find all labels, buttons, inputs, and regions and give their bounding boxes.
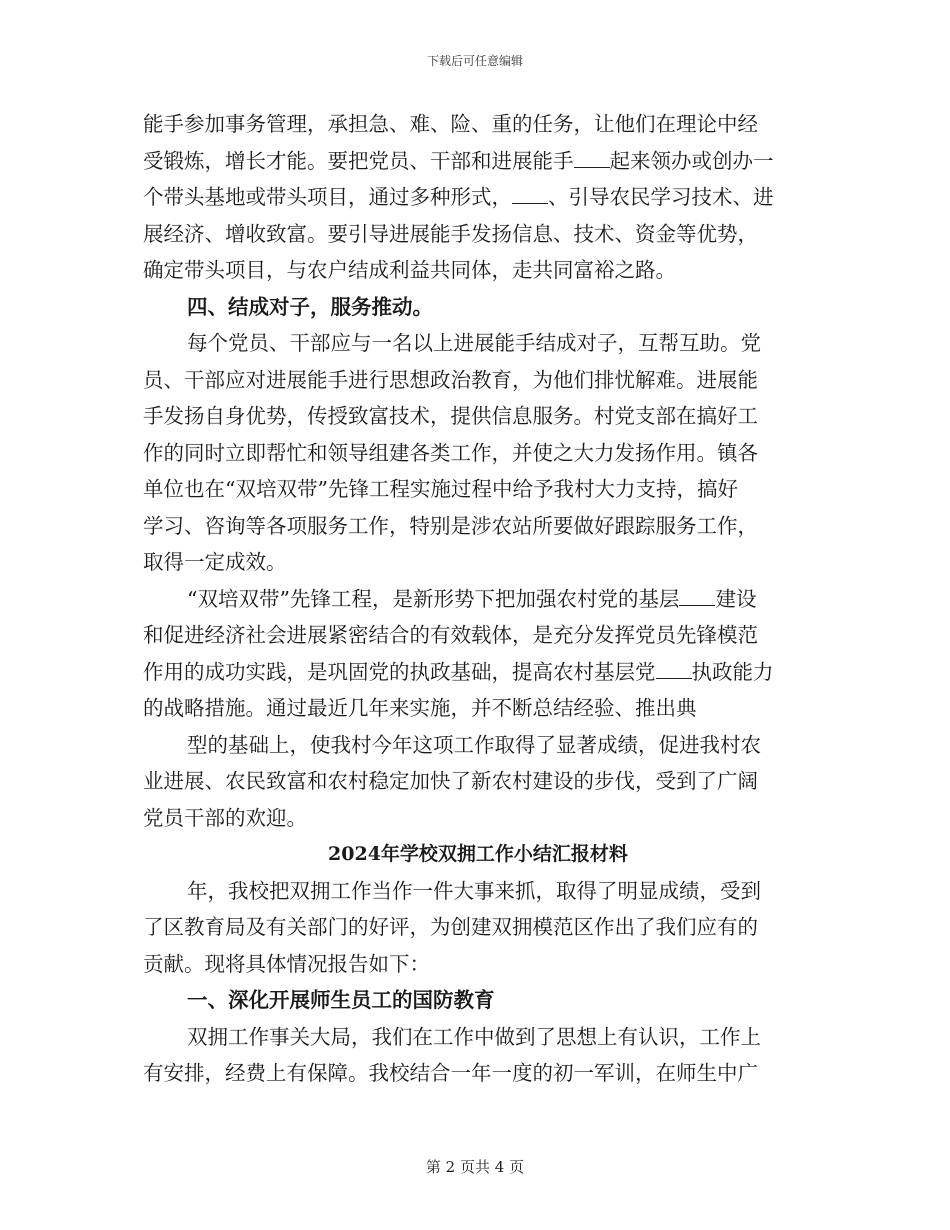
text-line — [143, 143, 813, 180]
page-header: 下载后可任意编辑 — [426, 54, 523, 68]
text-line: 展经济、增收致富。要引导进展能手发扬信息、技术、资金等优势， — [143, 221, 758, 246]
text-line — [143, 179, 813, 216]
document-title: 2024年学校双拥工作小结汇报材料 — [328, 843, 628, 865]
text-span: 起来领办或创办一 — [609, 148, 774, 173]
text-line: 型的基础上，使我村今年这项工作取得了显著成绩，促进我村农 — [187, 732, 761, 757]
text-line: 每个党员、干部应与一名以上进展能手结成对子，互帮互助。党 — [187, 331, 761, 355]
text-line: 手发扬自身优势，传授致富技术，提供信息服务。村党支部在搞好工 — [143, 404, 758, 428]
text-line: 员、干部应对进展能手进行思想政治教育，为他们排忧解难。进展能 — [143, 367, 758, 392]
text-span: 建设 — [715, 586, 757, 611]
text-line: 确定带头项目，与农户结成利益共同体，走共同富裕之路。 — [143, 258, 676, 282]
text-span: 受锻炼，增长才能。要把党员、干部和进展能手 — [143, 148, 574, 173]
text-line: 学习、咨询等各项服务工作，特别是涉农站所要做好跟踪服务工作， — [143, 513, 758, 538]
text-span: 、引导农民学习技术、进 — [548, 185, 774, 209]
text-line: 能手参加事务管理，承担急、难、险、重的任务，让他们在理论中经 — [143, 112, 758, 136]
text-line: 业进展、农民致富和农村稳定加快了新农村建设的步伐，受到了广阔 — [143, 769, 758, 793]
text-line — [143, 581, 813, 618]
text-line: 年，我校把双拥工作当作一件大事来抓，取得了明显成绩，受到 — [187, 878, 761, 903]
fill-blank — [679, 591, 715, 606]
text-span: “双培双带”先锋工程，是新形势下把加强农村党的基层 — [187, 586, 680, 611]
document-body — [143, 106, 813, 1092]
text-line: 了区教育局及有关部门的好评，为创建双拥模范区作出了我们应有的 — [143, 915, 758, 939]
text-line: 有安排，经费上有保障。我校结合一年一度的初一军训，在师生中广 — [143, 1061, 758, 1085]
fill-blank — [512, 189, 548, 204]
text-line — [143, 654, 813, 691]
text-line: 双拥工作事关大局，我们在工作中做到了思想上有认识，工作上 — [187, 1024, 761, 1049]
page-footer: 第 2 页共 4 页 — [425, 1158, 525, 1176]
text-line: 单位也在“双培双带”先锋工程实施过程中给予我村大力支持，搞好 — [143, 477, 738, 501]
text-span: 个带头基地或带头项目，通过多种形式， — [143, 185, 512, 209]
fill-blank — [574, 153, 610, 168]
fill-blank — [656, 664, 692, 679]
text-line: 的战略措施。通过最近几年来实施，并不断总结经验、推出典 — [143, 696, 697, 720]
text-line: 贡献。现将具体情况报告如下： — [143, 951, 430, 976]
text-span: 作用的成功实践，是巩固党的执政基础，提高农村基层党 — [143, 659, 656, 684]
text-line: 取得一定成效。 — [143, 550, 287, 574]
text-line: 作的同时立即帮忙和领导组建各类工作，并使之大力发扬作用。镇各 — [143, 440, 758, 465]
section-heading-1: 一、深化开展师生员工的国防教育 — [187, 988, 495, 1012]
text-span: 执政能力 — [691, 659, 774, 684]
section-heading-4: 四、结成对子，服务推动。 — [187, 294, 433, 319]
text-line: 党员干部的欢迎。 — [143, 805, 307, 830]
text-line: 和促进经济社会进展紧密结合的有效载体，是充分发挥党员先锋模范 — [143, 623, 758, 647]
